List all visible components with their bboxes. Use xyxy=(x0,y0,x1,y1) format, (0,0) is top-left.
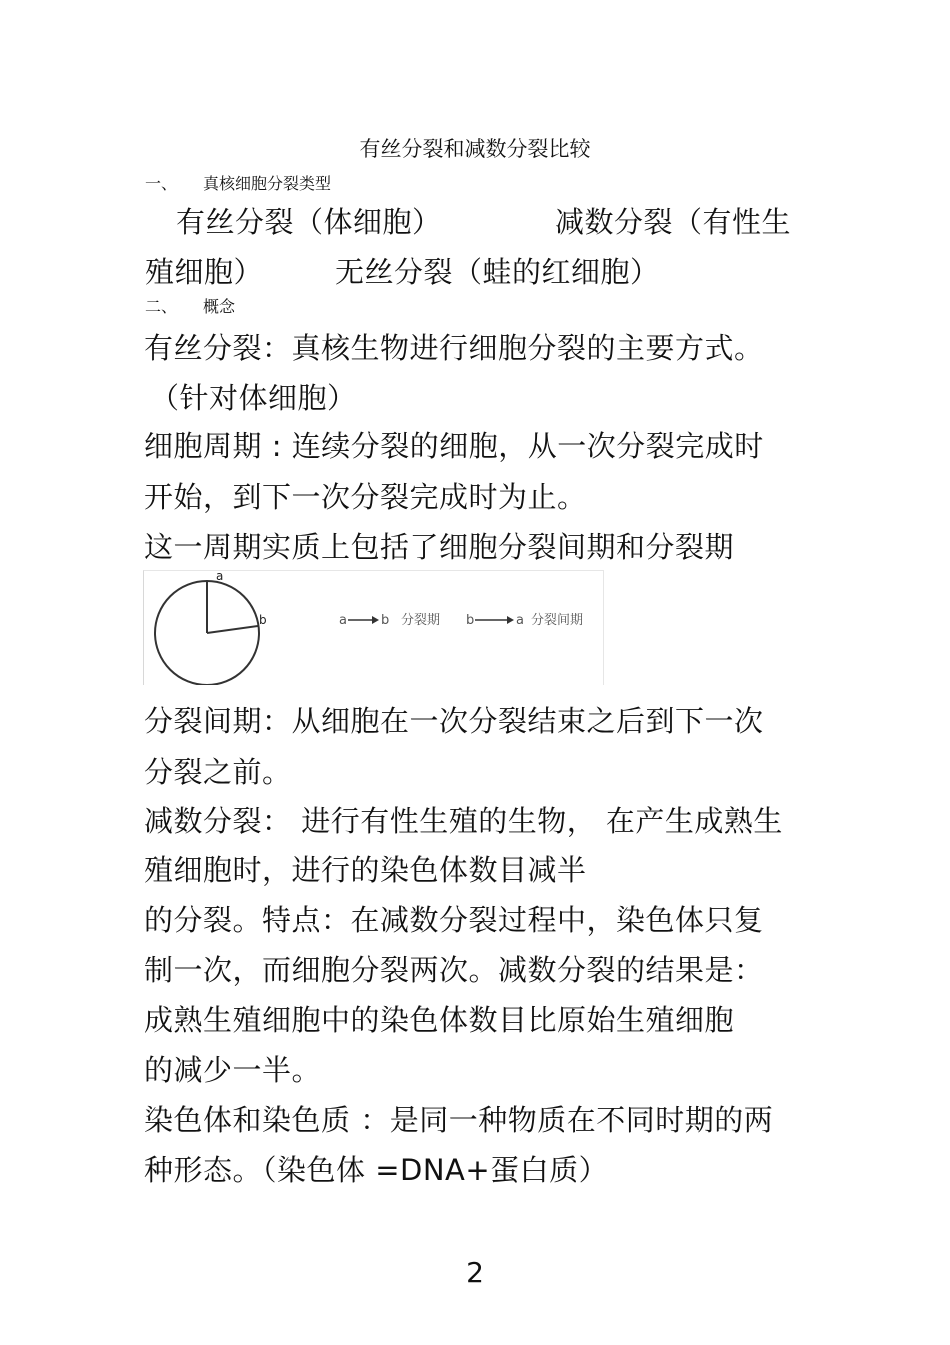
radius-b xyxy=(207,626,258,633)
paragraph-line: （针对体细胞） xyxy=(150,381,357,415)
paragraph-line: 种形态。（染色体 =DNA+蛋白质） xyxy=(144,1153,609,1187)
point-b-label: b xyxy=(259,613,267,627)
section2-heading: 概念 xyxy=(203,297,236,316)
section1-number: 一、 xyxy=(145,174,178,193)
paragraph-line: 分裂间期：从细胞在一次分裂结束之后到下一次 xyxy=(144,704,764,738)
legend1-from: a xyxy=(339,613,347,628)
legend1-arrow-head xyxy=(372,616,379,624)
document-title: 有丝分裂和减数分裂比较 xyxy=(359,137,591,161)
page-number: 2 xyxy=(466,1256,484,1289)
paragraph-line: 分裂之前。 xyxy=(144,755,292,789)
paragraph-line: 减数分裂： 进行有性生殖的生物， 在产生成熟生 xyxy=(144,804,783,838)
paragraph-line: 的减少一半。 xyxy=(144,1053,322,1087)
cell-cycle-diagram xyxy=(144,571,603,685)
type-meiosis: 减数分裂（有性生 xyxy=(555,205,792,239)
point-a-label: a xyxy=(216,571,224,583)
type-meiosis-cont: 殖细胞） xyxy=(145,255,264,289)
type-mitosis: 有丝分裂（体细胞） xyxy=(176,205,442,239)
paragraph-line: 成熟生殖细胞中的染色体数目比原始生殖细胞 xyxy=(144,1003,735,1037)
legend2-text: 分裂间期 xyxy=(531,613,584,628)
paragraph-line: 有丝分裂：真核生物进行细胞分裂的主要方式。 xyxy=(144,331,764,365)
section2-number: 二、 xyxy=(145,297,178,316)
paragraph-line: 的分裂。特点：在减数分裂过程中，染色体只复 xyxy=(144,903,764,937)
legend1-to: b xyxy=(381,613,390,628)
section1-heading: 真核细胞分裂类型 xyxy=(203,174,332,193)
cell-cycle-figure xyxy=(143,570,604,685)
type-amitosis: 无丝分裂（蛙的红细胞） xyxy=(335,255,660,289)
paragraph-line: 开始，到下一次分裂完成时为止。 xyxy=(144,480,587,514)
legend2-from: b xyxy=(466,613,475,628)
paragraph-line: 殖细胞时，进行的染色体数目减半 xyxy=(144,853,587,887)
legend1-text: 分裂期 xyxy=(401,613,441,628)
paragraph-line: 这一周期实质上包括了细胞分裂间期和分裂期 xyxy=(144,530,735,564)
paragraph-line: 染色体和染色质 ：是同一种物质在不同时期的两 xyxy=(144,1103,774,1137)
paragraph-line: 制一次，而细胞分裂两次。减数分裂的结果是： xyxy=(144,953,764,987)
legend2-arrow-head xyxy=(507,616,514,624)
legend2-to: a xyxy=(516,613,524,628)
paragraph-line: 细胞周期 : 连续分裂的细胞，从一次分裂完成时 xyxy=(144,429,764,463)
